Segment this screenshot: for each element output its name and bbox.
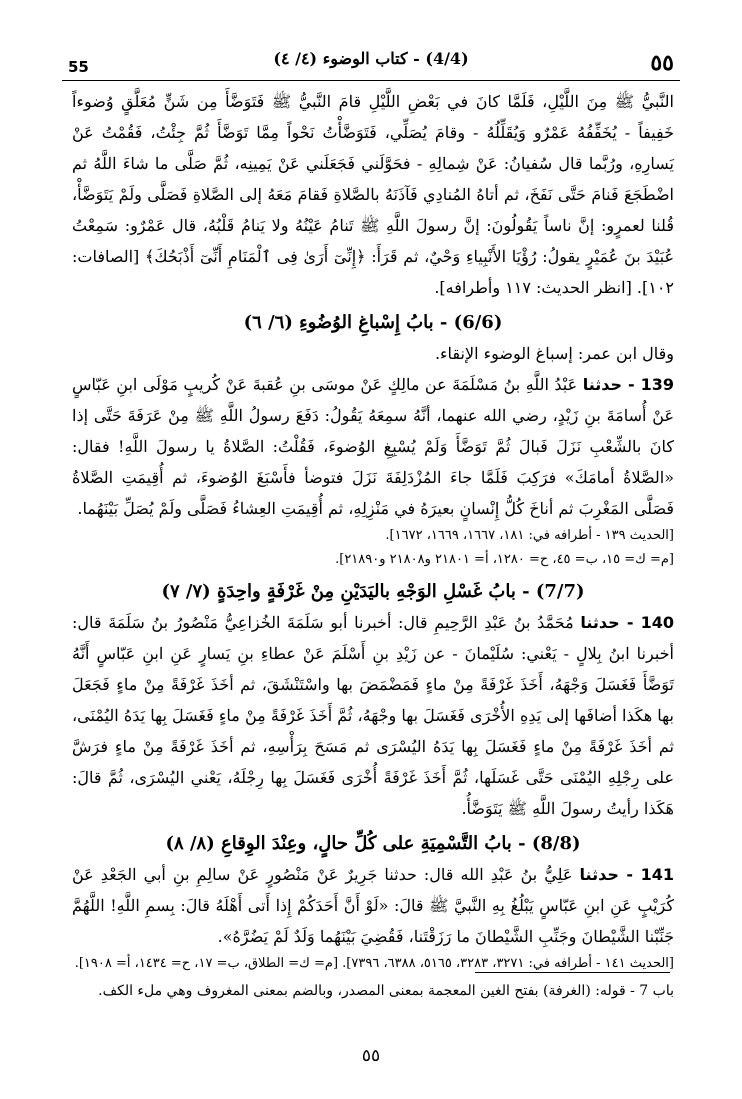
- bottom-page-number: ٥٥: [361, 1046, 381, 1066]
- hadith-text: مُحَمَّدُ بنُ عَبْدِ الرَّحِيمِ قال: أخبرنا أبو سَلَمَةَ الخُزاعِيُّ مَنْصُورُ بنُ سَلَمَةَ قال: أخبرنا ابنُ بِلالٍ - يَعْني: سُلَيْمانَ - عن زَيْدِ بنِ أَسْلَمَ عَنْ عطاءِ بنِ يَسارٍ عَنِ ابنِ عَبّاسٍ أَنَّهُ تَوَضَّأَ فَغَسَلَ وَجْهَهُ، أَخَذَ غَرْفَةً مِنْ ماءٍ فَمَضْمَضَ بها واسْتَنْشَقَ، ثم أخَذَ غَرْفَةً مِنْ ماءٍ فَجَعَلَ بها هكَذا أضافَها إلى يَدِهِ الأُخْرَى فَغَسَلَ بها وجْهَهُ، ثُمَّ أَخَذَ غَرْفَةً مِنْ ماءٍ فَغَسَلَ بِها يَدَهُ اليُمْنَى، ثم أخَذَ غَرْفَةً مِنْ ماءٍ فَغَسَلَ بِها يَدَهُ اليُسْرَى ثم مَسَحَ بِرَأْسِهِ، ثم أخَذَ غَرْفَةً مِنْ ماءٍ فرَشَّ على رِجْلِهِ اليُمْنَى حَتَّى غَسَلَها، ثُمَّ أَخَذَ غَرْفَةً أُخْرَى فَغَسَلَ بِها رِجْلَهُ، يَعْني اليُسْرَى، ثُمَّ قالَ: هَكَذا رأيتُ رسولَ اللَّهِ ﷺ يَتَوَضَّأُ.: [72, 613, 675, 818]
- hadith-continuation: النَّبيُّ ﷺ مِنَ اللَّيْلِ، فَلَمَّا كانَ في بَعْضِ اللَّيْلِ قامَ النَّبيُّ ﷺ فَتَوَضَّأَ مِن شَنٍّ مُعَلَّقٍ وُضوءاً خَفِيفاً - يُخَفِّفُهُ عَمْرٌو وَيُقَلِّلُهُ - وقامَ يُصَلِّي، فَتَوَضَّأْتُ نَحْواً مِمَّا تَوَضَّأَ ثُمَّ جِئْتُ، فَقُمْتُ عَنْ يَسارِهِ، ورُبَّما قال سُفيانُ: عَنْ شِمالِهِ - فحَوَّلَني فَجَعَلَني عَنْ يَمِينِه، ثُمَّ صَلَّى ما شاءَ اللَّهُ ثم اضْطَجَعَ فَنامَ حَتَّى نَفَخَ، ثم أتاهُ المُنادِي فَآذَنَهُ بالصَّلاةِ فَقامَ مَعَهُ إلى الصَّلاةِ فَصَلَّى ولَمْ يَتَوَضَّأْ، قُلنا لعمرٍو: إنَّ ناساً يَقُولُونَ: إنَّ رسولَ اللَّهِ ﷺ تَنامُ عَيْنُهُ ولا يَنامُ قَلْبُهُ، قال عَمْرٌو: سَمِعْتُ عُبَيْدَ بنَ عُمَيْرٍ يقولُ: رُؤْيَا الأَنْبِياءِ وَحْيٌ، ثم قَرَأَ: ﴿إِنِّىٓ أَرَىٰ فِى ٱلْمَنَامِ أَنِّىٓ أَذْبَحُكَ﴾ [الصافات: ١٠٢]. [انظر الحديث: ١١٧ وأطرافه].: [72, 92, 674, 297]
- running-title: (4/4) - كتاب الوضوء (٤/ ٤): [273, 49, 469, 68]
- hadith-text: عَلِيُّ بنُ عَبْدِ الله قال: حدثنا جَرِيرٌ عَنْ مَنْصُورٍ عَنْ سالِمِ بنِ أبي الجَعْدِ عَنْ كُرَيْبٍ عَنِ ابنِ عَبّاسٍ يَبْلُغُ بِهِ النَّبيَّ ﷺ قالَ: «لَوْ أَنَّ أَحَدَكُمْ إِذا أَتى أَهْلَهُ قالَ: بِسمِ اللَّهِ! اللَّهُمَّ جَنِّبْنا الشَّيْطانَ وجَنِّبِ الشَّيْطانَ ما رَزَقْتَنا، فَقُضِيَ بَيْنَهُما وَلَدٌ لَمْ يَضُرَّهُ».: [72, 865, 675, 946]
- hadith-139-cross-refs: [الحديث ١٣٩ - أطرافه في: ١٨١، ١٦٦٧، ١٦٦٩، ١٦٧٢].: [385, 528, 674, 543]
- footnote: باب 7 - قوله: (الغرفة) بفتح الغين المعجمة بمعنى المصدر، وبالضم بمعنى المغروف وهي ملء الكف.: [98, 983, 674, 999]
- hadith-139-indexes: [م= ك= ١٥، ب= ٤٥، ح= ١٢٨٠، أ= ٢١٨٠١ و٢١٨٠٨ و٢١٨٩٠].: [335, 552, 674, 567]
- hadith-139: [72, 369, 674, 524]
- chapter-heading-6: (6/6) - بابُ إِسْباغِ الوُضُوءِ (٦/ ٦): [243, 312, 503, 333]
- page-header: [62, 48, 680, 78]
- chapter-heading-8: (8/8) - بابُ التَّسْمِيَةِ على كُلِّ حالٍ، وعِنْدَ الوِقاعِ (٨/ ٨): [165, 833, 581, 854]
- hadith-141: [72, 859, 674, 952]
- header-rule: [62, 80, 680, 81]
- hadith-141-cross-refs: [الحديث ١٤١ - أطرافه في: ٣٢٧١، ٣٢٨٣، ٥١٦٥، ٦٣٨٨، ٧٣٩٦]. [م= ك= الطلاق، ب= ١٧، ح= ١٤٣٤، أ= ١٩٠٨].: [74, 956, 674, 971]
- chapter-6-comment: وقال ابن عمر: إسباغ الوضوء الإنقاء.: [434, 344, 674, 363]
- hadith-number: 141 - حدثنا: [579, 865, 674, 884]
- hadith-text: عَبْدُ اللَّهِ بنُ مَسْلَمَةَ عن مالِكٍ عَنْ موسَى بنِ عُقبةَ عَنْ كُريبٍ مَوْلَى ابنِ عَبّاسٍ عَنْ أُسامَةَ بنِ زَيْدٍ، رضي الله عنهما، أنَّهُ سمِعَهُ يَقُولُ: دَفَعَ رسولُ اللَّهِ ﷺ مِنْ عَرَفَةَ حَتَّى إذا كانَ بالشِّعْبِ نَزَلَ فَبالَ ثُمَّ تَوَضَّأَ وَلَمْ يُسْبِغِ الوُضوءَ، فَقُلْتُ: الصَّلاةُ يا رسولَ اللَّهِ! فقال: «الصَّلاةُ أمامَكَ» فرَكِبَ فَلَمَّا جاءَ المُزْدَلِفَةَ نَزَلَ فتوضأ فأَسْبَغَ الوُضوءَ، ثم أُقِيمَتِ الصَّلاةُ فَصَلَّى المَغْرِبَ ثم أناخَ كُلُّ إِنْسانٍ بعيرَهُ في مَنْزِلِهِ، ثم أُقِيمَتِ العِشاءُ فَصَلَّى ولَمْ يُصَلِّ بَيْنَهُما.: [72, 375, 674, 518]
- hadith-number: 139 - حدثنا: [582, 375, 675, 394]
- page-number-arabic: ٥٥: [650, 50, 674, 76]
- hadith-number: 140 - حدثنا: [580, 613, 675, 632]
- hadith-140: [72, 607, 674, 824]
- footnote-rule: [475, 972, 670, 973]
- main-text: [72, 86, 674, 976]
- page-number-latin: 55: [68, 58, 89, 76]
- chapter-heading-7: (7/7) - بابُ غَسْلِ الوَجْهِ باليَدَيْنِ مِنْ غَرْفَةٍ واحِدَةٍ (٧/ ٧): [161, 581, 585, 602]
